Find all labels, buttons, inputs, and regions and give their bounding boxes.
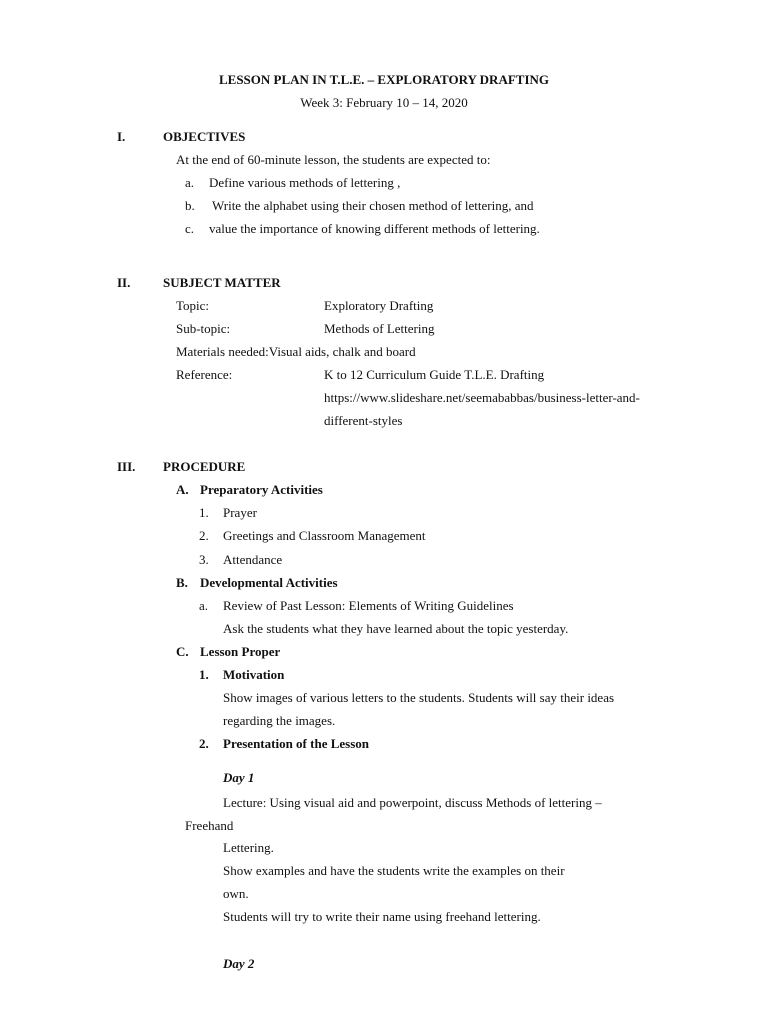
- day-1-line: own.: [223, 886, 249, 901]
- document-title: LESSON PLAN IN T.L.E. – EXPLORATORY DRAFTING: [218, 72, 549, 87]
- subsection-marker-b: B.: [176, 575, 188, 590]
- day-1-line: Lecture: Using visual aid and powerpoint, discuss Methods of lettering –: [223, 795, 602, 810]
- subsection-title-developmental: Developmental Activities: [200, 575, 338, 590]
- review-detail: Ask the students what they have learned about the topic yesterday.: [223, 621, 569, 636]
- day-1-line: Freehand: [185, 818, 234, 833]
- day-1-line: Show examples and have the students write the examples on their: [223, 863, 565, 878]
- subsection-title-preparatory: Preparatory Activities: [200, 482, 323, 497]
- subtopic-value: Methods of Lettering: [324, 321, 435, 336]
- list-item-marker: 1.: [199, 505, 209, 520]
- list-item-marker: 1.: [199, 667, 209, 682]
- day-1-line: Lettering.: [223, 840, 274, 855]
- motivation-line: regarding the images.: [223, 713, 336, 728]
- list-item-marker: 2.: [199, 736, 209, 751]
- subsection-title-lesson-proper: Lesson Proper: [200, 644, 281, 659]
- list-item-marker: a.: [199, 598, 209, 613]
- review-item: Review of Past Lesson: Elements of Writing Guidelines: [223, 598, 514, 613]
- section-numeral-subject-matter: II.: [117, 275, 131, 290]
- objective-marker-b: b.: [185, 198, 195, 213]
- list-item: Prayer: [223, 505, 257, 520]
- objective-marker-c: c.: [185, 221, 195, 236]
- subtopic-label: Sub-topic:: [176, 321, 231, 336]
- list-item-marker: 3.: [199, 552, 209, 567]
- reference-line: https://www.slideshare.net/seemababbas/business-letter-and-: [324, 390, 640, 405]
- subsection-marker-c: C.: [176, 644, 189, 659]
- topic-label: Topic:: [176, 298, 210, 313]
- list-item: Greetings and Classroom Management: [223, 528, 426, 543]
- document-subtitle: Week 3: February 10 – 14, 2020: [300, 95, 468, 110]
- reference-label: Reference:: [176, 367, 233, 382]
- motivation-title: Motivation: [223, 667, 285, 682]
- objectives-intro: At the end of 60-minute lesson, the students are expected to:: [176, 152, 491, 167]
- day-1-title: Day 1: [223, 770, 255, 785]
- objective-marker-a: a.: [185, 175, 195, 190]
- motivation-line: Show images of various letters to the students. Students will say their ideas: [223, 690, 615, 705]
- objective-text-c: value the importance of knowing different methods of lettering.: [209, 221, 540, 236]
- day-2-title: Day 2: [223, 956, 255, 971]
- reference-line: different-styles: [324, 413, 403, 428]
- objective-text-a: Define various methods of lettering ,: [209, 175, 401, 190]
- objective-text-b: Write the alphabet using their chosen method of lettering, and: [212, 198, 534, 213]
- subsection-marker-a: A.: [176, 482, 189, 497]
- day-1-line: Students will try to write their name using freehand lettering.: [223, 909, 541, 924]
- list-item-marker: 2.: [199, 528, 209, 543]
- presentation-title: Presentation of the Lesson: [223, 736, 370, 751]
- section-numeral-objectives: I.: [117, 129, 126, 144]
- reference-line: K to 12 Curriculum Guide T.L.E. Drafting: [324, 367, 545, 382]
- section-numeral-procedure: III.: [117, 459, 136, 474]
- section-heading-procedure: PROCEDURE: [163, 459, 246, 474]
- section-heading-objectives: OBJECTIVES: [163, 129, 246, 144]
- section-heading-subject-matter: SUBJECT MATTER: [163, 275, 281, 290]
- topic-value: Exploratory Drafting: [324, 298, 434, 313]
- list-item: Attendance: [223, 552, 283, 567]
- materials-needed: Materials needed:Visual aids, chalk and board: [176, 344, 416, 359]
